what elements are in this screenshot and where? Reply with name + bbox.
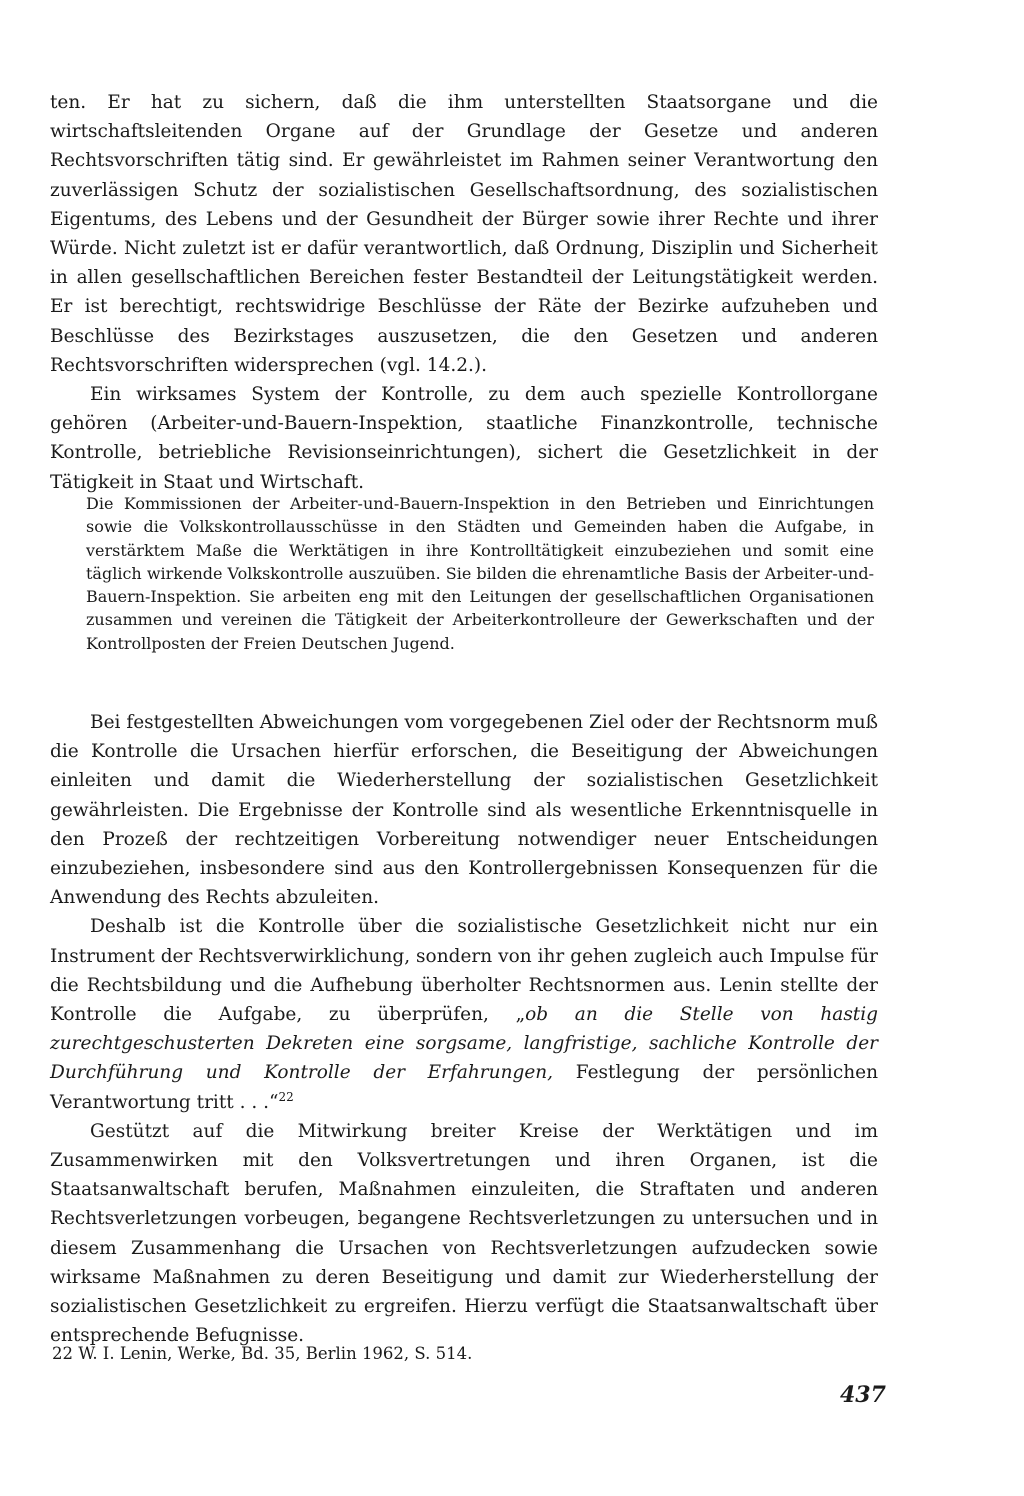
small-print-block (86, 492, 874, 655)
quote-lead-text: Deshalb ist die Kontrolle über die sozialistische Gesetzlichkeit nicht nur ein Instrument der Rechtsverwirklichung, sondern von ihr gehen zugleich auch Impulse für die Rechtsbildung und die Aufhebung überholter Rechtsnormen aus. Lenin stellte der Kontrolle die Aufgabe, zu überprüfen, „ (50, 916, 878, 1026)
main-text-upper (50, 88, 878, 497)
paragraph-continuation: ten. Er hat zu sichern, daß die ihm unterstellten Staatsorgane und die wirtschaftsleitenden Organe auf der Grundlage der Gesetze und anderen Rechtsvorschriften tätig sind. Er gewährleistet im Rahmen seiner Verantwortung den zuverlässigen Schutz der sozialistischen Gesellschaftsordnung, des sozialistischen Eigentums, des Lebens und der Gesundheit der Bürger sowie ihrer Rechte und ihrer Würde. Nicht zuletzt ist er dafür verantwortlich, daß Ordnung, Disziplin und Sicherheit in allen gesellschaftlichen Bereichen fester Bestandteil der Leitungstätigkeit werden. Er ist berechtigt, rechtswidrige Beschlüsse der Räte der Bezirke aufzuheben und Beschlüsse des Bezirkstages auszusetzen, die den Gesetzen und anderen Rechtsvorschriften widersprechen (vgl. 14.2.). (50, 92, 878, 376)
page-number: 437 (840, 1382, 886, 1408)
paragraph-inspection-commissions: Die Kommissionen der Arbeiter-und-Bauern-Inspektion in den Betrieben und Einrichtungen sowie die Volkskontrollausschüsse in den Städten und Gemeinden haben die Aufgabe, in verstärktem Maße die Werktätigen in ihre Kontrolltätigkeit einzubeziehen und somit eine täglich wirkende Volkskontrolle auszuüben. Sie bilden die ehrenamtliche Basis der Arbeiter-und-Bauern-Inspektion. Sie arbeiten eng mit den Leitungen der gesellschaftlichen Organisationen zusammen und vereinen die Tätigkeit der Arbeiterkontrolleure der Gewerkschaften und der Kontrollposten der Freien Deutschen Jugend. (86, 494, 874, 653)
paragraph-deviations: Bei festgestellten Abweichungen vom vorgegebenen Ziel oder der Rechtsnorm muß die Kontrolle die Ursachen hierfür erforschen, die Beseitigung der Abweichungen einleiten und damit die Wiederherstellung der sozialistischen Gesetzlichkeit gewährleisten. Die Ergebnisse der Kontrolle sind als wesentliche Erkenntnisquelle in den Prozeß der rechtzeitigen Vorbereitung notwendiger neuer Entscheidungen einzubeziehen, insbesondere sind aus den Kontrollergebnissen Konsequenzen für die Anwendung des Rechts abzuleiten. (50, 712, 878, 909)
footnote: 22 W. I. Lenin, Werke, Bd. 35, Berlin 1962, S. 514. (52, 1344, 473, 1363)
footnote-reference: 22 (278, 1089, 294, 1104)
paragraph-lenin-quote (50, 912, 878, 1116)
quote-tail-text: Festlegung der persönlichen Verantwortung tritt . . .“ (50, 1062, 878, 1113)
paragraph-control-system: Ein wirksames System der Kontrolle, zu dem auch spezielle Kontrollorgane gehören (Arbeiter-und-Bauern-Inspektion, staatliche Finanzkontrolle, technische Kontrolle, betriebliche Revisionseinrichtungen), sichert die Gesetzlichkeit in der Tätigkeit in Staat und Wirtschaft. (50, 384, 878, 493)
paragraph-public-prosecutor: Gestützt auf die Mitwirkung breiter Kreise der Werktätigen und im Zusammenwirken mit den Volksvertretungen und ihren Organen, ist die Staatsanwaltschaft berufen, Maßnahmen einzuleiten, die Straftaten und anderen Rechtsverletzungen vorbeugen, begangene Rechtsverletzungen zu untersuchen und in diesem Zusammenhang die Ursachen von Rechtsverletzungen aufzudecken sowie wirksame Maßnahmen zu deren Beseitigung und damit zur Wiederherstellung der sozialistischen Gesetzlichkeit zu ergreifen. Hierzu verfügt die Staatsanwaltschaft über entsprechende Befugnisse. (50, 1120, 878, 1347)
main-text-lower (50, 708, 878, 1350)
lenin-quote-italic: ob an die Stelle von hastig zurechtgeschusterten Dekreten eine sorgsame, langfristige, sachliche Kontrolle der Durchführung und Kontrolle der Erfahrungen, (50, 1004, 879, 1084)
